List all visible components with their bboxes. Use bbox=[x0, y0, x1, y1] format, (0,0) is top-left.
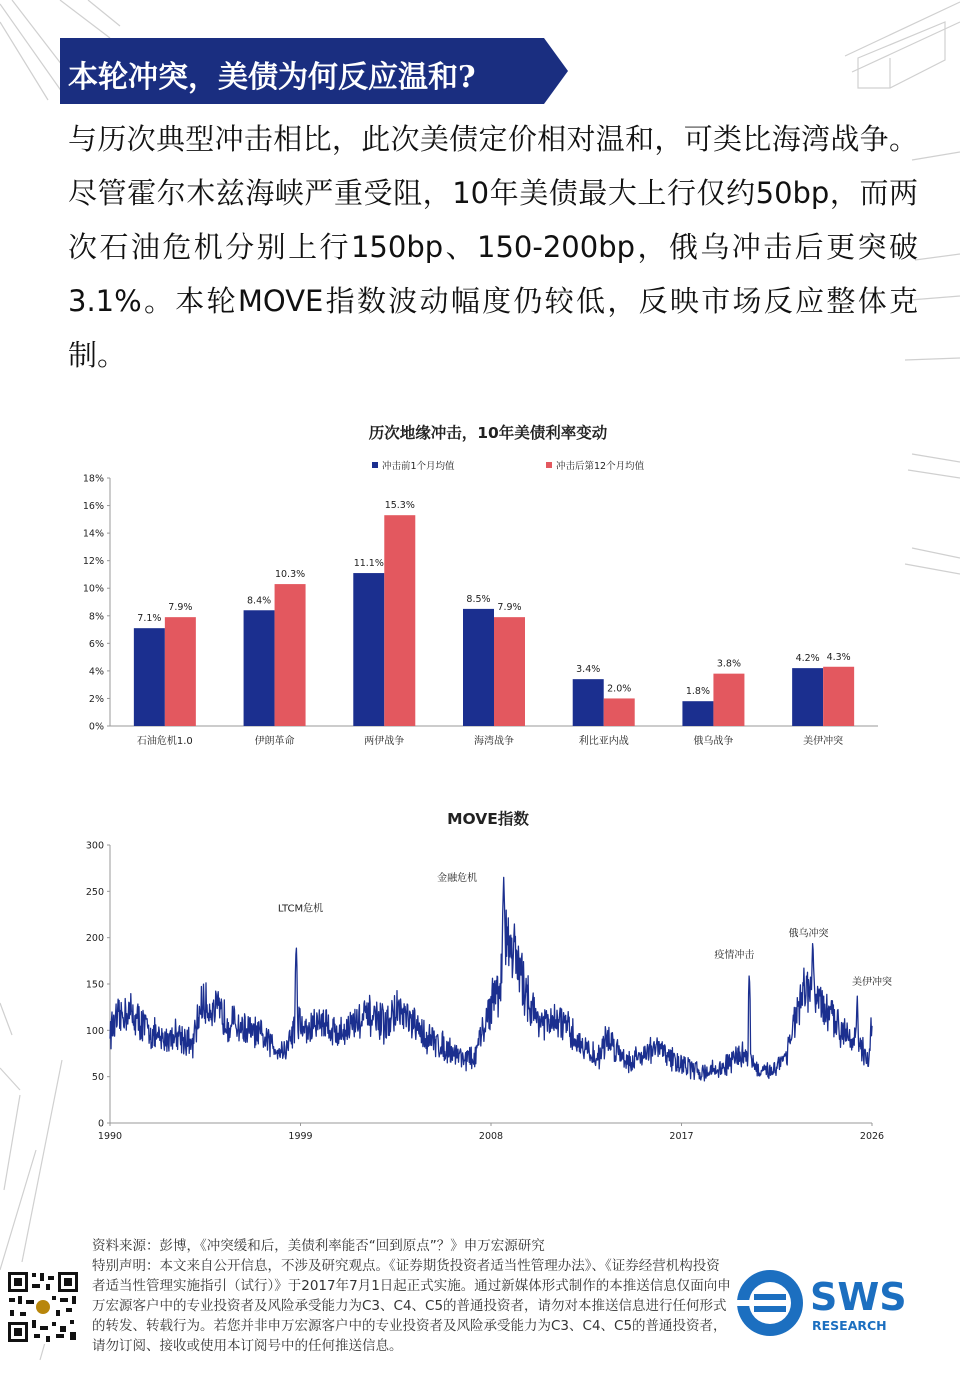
category-label: 俄乌战争 bbox=[693, 736, 734, 747]
data-label: 2.0% bbox=[607, 683, 632, 695]
bar bbox=[713, 674, 744, 726]
data-label: 4.2% bbox=[795, 653, 820, 665]
data-label: 15.3% bbox=[384, 500, 415, 512]
category-label: 利比亚内战 bbox=[578, 736, 629, 747]
y-tick-label: 300 bbox=[85, 840, 104, 852]
data-label: 4.3% bbox=[826, 651, 851, 663]
bar-chart-svg bbox=[60, 412, 900, 762]
data-label: 11.1% bbox=[353, 558, 384, 570]
y-tick-label: 12% bbox=[82, 556, 104, 568]
x-tick-label: 2008 bbox=[478, 1131, 504, 1142]
y-tick-label: 6% bbox=[88, 638, 104, 650]
bar bbox=[384, 515, 415, 726]
bar bbox=[134, 628, 165, 726]
bar bbox=[792, 668, 823, 726]
bar bbox=[463, 609, 494, 726]
bar bbox=[494, 617, 525, 726]
y-tick-label: 0% bbox=[88, 721, 104, 733]
y-tick-label: 4% bbox=[88, 666, 104, 678]
logo-sub-text: RESEARCH bbox=[812, 1318, 887, 1333]
y-tick-label: 14% bbox=[82, 528, 104, 540]
data-label: 8.4% bbox=[247, 595, 272, 607]
bar bbox=[682, 701, 713, 726]
bar bbox=[275, 584, 306, 726]
y-tick-label: 18% bbox=[82, 473, 104, 485]
body-paragraph: 与历次典型冲击相比，此次美债定价相对温和，可类比海湾战争。尽管霍尔木兹海峡严重受阻，10年美债最大上行仅约50bp，而两次石油危机分别上行150bp、150-200bp，俄乌冲击后更突破3.1%。本轮MOVE指数波动幅度仍较低，反映市场反应整体克制。 bbox=[68, 122, 918, 372]
footer bbox=[92, 1236, 732, 1356]
annotation-label: 金融危机 bbox=[437, 873, 478, 885]
y-tick-label: 0 bbox=[97, 1118, 104, 1130]
data-label: 10.3% bbox=[274, 569, 306, 581]
legend-swatch bbox=[546, 462, 552, 468]
annotation-label: LTCM危机 bbox=[277, 903, 324, 915]
page-title: 本轮冲突，美债为何反应温和? bbox=[68, 60, 476, 95]
chart-title: 历次地缘冲击，10年美债利率变动 bbox=[368, 424, 608, 442]
bar bbox=[244, 610, 275, 726]
sws-logo bbox=[734, 1268, 934, 1338]
data-label: 7.9% bbox=[497, 602, 522, 614]
data-label: 7.9% bbox=[168, 602, 193, 614]
annotation-label: 俄乌冲突 bbox=[788, 928, 829, 940]
bar bbox=[573, 679, 604, 726]
category-label: 美伊冲突 bbox=[803, 736, 844, 747]
y-tick-label: 50 bbox=[91, 1072, 104, 1084]
chart-title: MOVE指数 bbox=[447, 810, 529, 828]
bar-chart bbox=[60, 412, 900, 762]
data-label: 3.8% bbox=[716, 658, 741, 670]
x-tick-label: 2026 bbox=[859, 1131, 885, 1142]
bar bbox=[604, 698, 635, 726]
legend-label: 冲击后第12个月均值 bbox=[556, 461, 645, 472]
y-tick-label: 8% bbox=[88, 611, 104, 623]
x-tick-label: 2017 bbox=[669, 1131, 694, 1142]
legend-swatch bbox=[372, 462, 378, 468]
qr-code[interactable] bbox=[6, 1270, 80, 1344]
bar bbox=[823, 667, 854, 726]
y-tick-label: 2% bbox=[88, 693, 104, 705]
category-label: 石油危机1.0 bbox=[136, 736, 193, 747]
title-banner bbox=[60, 38, 570, 104]
bar bbox=[165, 617, 196, 726]
data-label: 7.1% bbox=[137, 613, 162, 625]
logo-main-text: SWS bbox=[810, 1275, 907, 1319]
category-label: 海湾战争 bbox=[474, 736, 514, 747]
y-tick-label: 150 bbox=[85, 979, 104, 991]
y-tick-label: 250 bbox=[85, 886, 104, 898]
annotation-label: 疫情冲击 bbox=[714, 950, 755, 962]
data-label: 3.4% bbox=[576, 664, 601, 676]
move-chart-svg bbox=[60, 800, 900, 1150]
move-series-line bbox=[110, 877, 872, 1081]
bar bbox=[353, 573, 384, 726]
y-tick-label: 200 bbox=[85, 933, 104, 945]
annotation-label: 美伊冲突 bbox=[852, 976, 892, 988]
y-tick-label: 16% bbox=[82, 501, 104, 513]
x-tick-label: 1999 bbox=[288, 1131, 313, 1142]
y-tick-label: 100 bbox=[85, 1025, 104, 1037]
y-tick-label: 10% bbox=[82, 583, 104, 595]
data-label: 8.5% bbox=[466, 593, 491, 605]
x-tick-label: 1990 bbox=[97, 1131, 123, 1142]
category-label: 两伊战争 bbox=[364, 736, 405, 747]
source-note: 资料来源：彭博，《冲突缓和后，美债利率能否“回到原点”？》申万宏源研究 bbox=[92, 1238, 545, 1254]
disclaimer: 特别声明：本文来自公开信息，不涉及研究观点。《证券期货投资者适当性管理办法》、《证券经营机构投资者适当性管理实施指引（试行）》于2017年7月1日起正式实施。通过新媒体形式制作的本推送信息仅面向申万宏源客户中的专业投资者及风险承受能力为C3、C4、C5的普通投资者，请勿对本推送信息进行任何形式的转发、转载行为。若您并非申万宏源客户中的专业投资者及风险承受能力为C3、C4、C5的普通投资者，请勿订阅、接收或使用本订阅号中的任何推送信息。 bbox=[92, 1258, 731, 1354]
line-chart bbox=[60, 800, 900, 1150]
data-label: 1.8% bbox=[685, 686, 710, 698]
sws-logo-graphic bbox=[734, 1268, 934, 1338]
category-label: 伊朗革命 bbox=[254, 736, 295, 747]
legend-label: 冲击前1个月均值 bbox=[382, 461, 455, 472]
